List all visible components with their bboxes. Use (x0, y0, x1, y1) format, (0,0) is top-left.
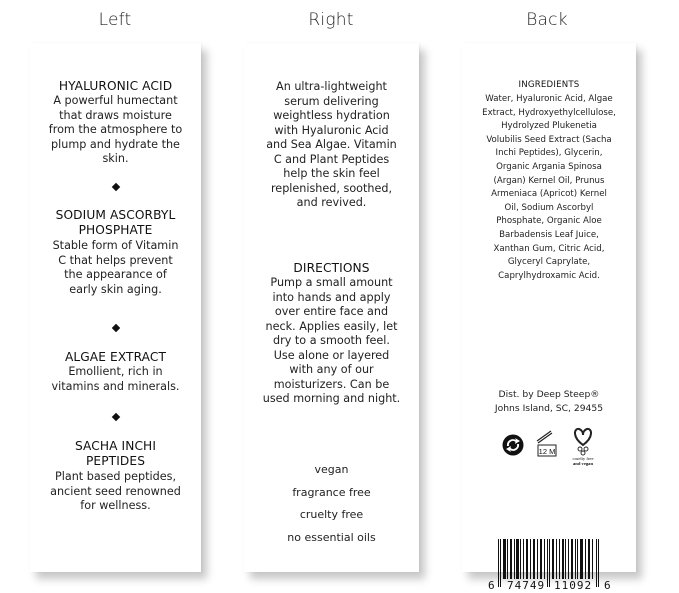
period-after-opening-icon (534, 429, 560, 459)
ingredients-heading: INGREDIENTS (518, 80, 580, 90)
ingredients-line: Glyceryl Caprylate, (507, 257, 591, 268)
diamond-icon (111, 183, 119, 191)
cruelty-free-vegan-icon (568, 425, 598, 469)
separator (38, 325, 193, 331)
description-line: C and Plant Peptides (273, 152, 390, 166)
claim-fragrance-free: fragrance free (292, 485, 371, 499)
barcode-first-digit: 6 (488, 579, 495, 592)
section-line: vitamins and minerals. (51, 379, 180, 393)
section-heading: SACHA INCHI (74, 439, 157, 453)
section-hyaluronic-acid (38, 79, 193, 167)
directions-line: over entire face and (274, 305, 389, 318)
section-line: Plant based peptides, (54, 470, 177, 483)
distributor-info (470, 388, 628, 415)
separator (38, 414, 193, 420)
left-label-panel (30, 43, 201, 572)
section-heading: PEPTIDES (85, 454, 146, 468)
distributor-line: Dist. by Deep Steep® (498, 389, 600, 400)
claim-no-essential-oils: no essential oils (287, 530, 376, 544)
directions-line: moisturizers. Can be (273, 377, 390, 391)
cruelty-free-text: cruelty free (572, 456, 594, 461)
directions-line: into hands and apply (272, 290, 391, 304)
directions-line: dry to a smooth feel. (273, 334, 390, 347)
directions-section (252, 261, 411, 407)
ingredients-section (466, 80, 632, 283)
description-line: replenished, soothed, (270, 181, 393, 195)
barcode-group-1: 74749 (507, 579, 546, 592)
distributor-address: Johns Island, SC, 29455 (494, 402, 604, 414)
directions-line: neck. Applies easily, let (265, 319, 398, 333)
description-line: with Hyaluronic Acid (274, 123, 389, 137)
ingredients-line: Extract, Hydroxyethylcellulose, (482, 107, 616, 118)
description-line: serum delivering (284, 94, 379, 108)
column-title-right: Right (308, 10, 354, 30)
product-claims (252, 459, 411, 549)
section-line: Stable form of Vitamin (52, 239, 179, 252)
column-title-left: Left (98, 10, 132, 30)
section-heading: HYALURONIC ACID (58, 79, 173, 93)
directions-heading: DIRECTIONS (293, 261, 370, 275)
description-line: weightless hydration (273, 109, 390, 122)
description-line: and Sea Algae. Vitamin (266, 138, 397, 151)
section-line: early skin aging. (69, 282, 162, 296)
ingredients-line: Armeniaca (Apricot) Kernel (491, 189, 607, 200)
diamond-icon (111, 324, 119, 332)
and-vegan-text: and vegan (572, 461, 594, 466)
section-line: A powerful humectant (53, 94, 178, 107)
description-line: An ultra-lightweight (276, 80, 387, 93)
green-dot-recycle-icon (502, 434, 524, 456)
section-line: plump and hydrate the (51, 137, 180, 151)
product-description (252, 80, 411, 211)
ingredients-line: Xanthan Gum, Citric Acid, (493, 243, 605, 254)
ingredients-line: Phosphate, Organic Aloe (496, 216, 602, 227)
section-line: Emollient, rich in (68, 365, 163, 378)
section-heading: PHOSPHATE (78, 223, 153, 237)
ingredients-line: Inchi Peptides), Glycerin, (495, 148, 603, 159)
section-line: for wellness. (80, 499, 151, 512)
section-algae-extract (38, 350, 193, 394)
directions-line: with any of our (289, 363, 374, 376)
section-line: C that helps prevent (58, 253, 173, 267)
directions-line: Use alone or layered (273, 348, 390, 362)
section-sodium-ascorbyl-phosphate (38, 208, 193, 297)
ingredients-line: Water, Hyaluronic Acid, Algae (485, 94, 613, 104)
section-line: from the atmosphere to (48, 123, 183, 136)
ingredients-line: Volubilis Seed Extract (Sacha (486, 134, 612, 145)
description-line: and revived. (296, 196, 367, 209)
ingredients-line: Hydrolyzed Plukenetia (501, 121, 597, 132)
back-label-panel (462, 43, 636, 592)
barcode-last-digit: 6 (604, 579, 611, 592)
section-sacha-inchi-peptides (38, 439, 193, 514)
directions-line: Pump a small amount (270, 276, 393, 289)
certification-icons (482, 429, 616, 473)
ingredients-line: Oil, Sodium Ascorbyl (504, 202, 594, 213)
description-line: help the skin feel (283, 167, 380, 180)
section-line: the appearance of (64, 268, 167, 281)
barcode-number (486, 579, 614, 593)
pao-label: 12 M (538, 447, 556, 456)
section-line: that draws moisture (59, 108, 172, 122)
column-title-back: Back (526, 10, 568, 30)
ingredients-line: Barbadensis Leaf Juice, (499, 229, 599, 240)
diamond-icon (111, 413, 119, 421)
ingredients-line: (Argan) Kernel Oil, Prunus (493, 175, 605, 186)
ingredients-line: Caprylhydroxamic Acid. (498, 270, 600, 281)
separator (38, 184, 193, 190)
section-line: ancient seed renowned (50, 484, 181, 498)
ingredients-line: Organic Argania Spinosa (496, 161, 602, 172)
barcode-group-2: 11092 (554, 579, 593, 592)
directions-line: used morning and night. (262, 392, 401, 405)
section-heading: ALGAE EXTRACT (64, 350, 167, 364)
section-line: skin. (102, 152, 129, 165)
section-heading: SODIUM ASCORBYL (55, 208, 176, 222)
upc-barcode (486, 539, 614, 592)
claim-cruelty-free: cruelty free (299, 508, 364, 521)
claim-vegan: vegan (314, 463, 349, 476)
right-label-panel (244, 43, 419, 572)
